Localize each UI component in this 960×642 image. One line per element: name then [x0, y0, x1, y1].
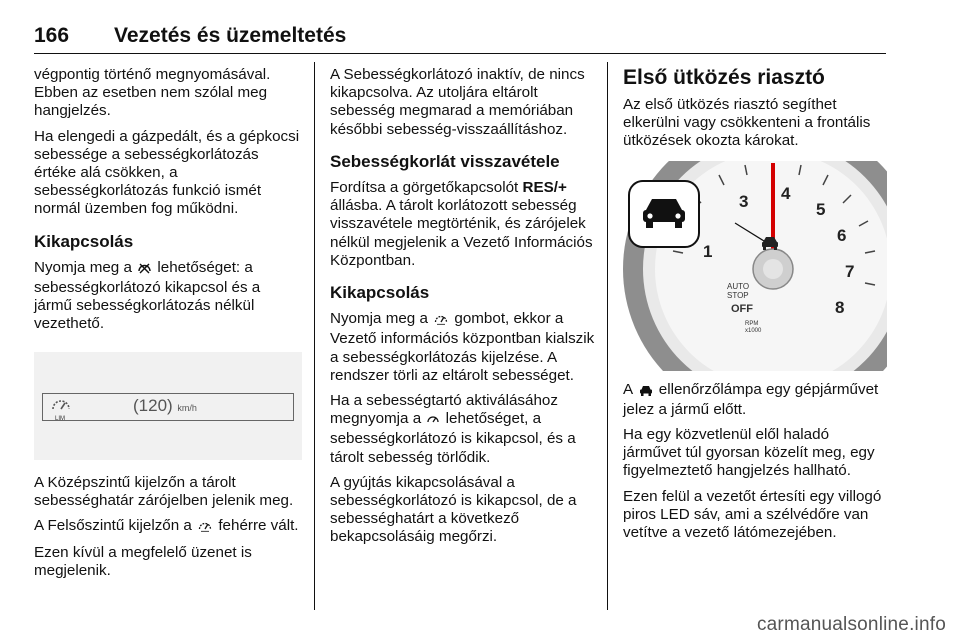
- section-heading: Kikapcsolás: [34, 231, 134, 251]
- tick-label: 6: [837, 225, 847, 245]
- tachometer-svg: [623, 161, 887, 371]
- off-label: OFF: [731, 302, 753, 315]
- tachometer-illustration: [623, 161, 887, 371]
- chapter-title: Vezetés és üzemeltetés: [114, 24, 347, 47]
- paragraph: A Felsőszintű kijelzőn a fehérre vált.: [34, 517, 302, 537]
- stored-speed: (120) km/h: [133, 395, 197, 415]
- watermark: carmanualsonline.info: [756, 614, 946, 635]
- paragraph: Fordítsa a görgetőkapcsolót RES/+ állásba. A tárolt korlátozott sebesség visszavétele megtörténik, és zárójelek nélkül megjelenik a Vezető Információs Központban.: [330, 179, 593, 269]
- speed-limiter-icon: [434, 312, 448, 330]
- paragraph: Ezen kívül a megfelelő üzenet is megjelenik.: [34, 544, 252, 580]
- section-title: Első ütközés riasztó: [623, 66, 825, 89]
- paragraph: Az első ütközés riasztó segíthet elkerülni vagy csökkenteni a frontális ütközések okozta károkat.: [623, 96, 871, 150]
- speed-limiter-icon: [198, 519, 212, 537]
- tick-label: 1: [703, 241, 713, 261]
- column-divider: [607, 62, 608, 610]
- section-heading: Kikapcsolás: [330, 283, 430, 303]
- limiter-display-illustration: [34, 352, 302, 460]
- rpm-label: x1000: [745, 327, 762, 334]
- paragraph: A gyújtás kikapcsolásával a sebességkorlátozó is kikapcsol, de a sebességhatárt a következő bekapcsolásáig megőrzi.: [330, 473, 577, 546]
- paragraph: végpontig történő megnyomásával. Ebben az esetben nem szólal meg hangjelzés.: [34, 66, 271, 120]
- paragraph: A ellenőrzőlámpa egy gépjárművet jelez a jármű előtt.: [623, 380, 879, 418]
- tick-label: 4: [781, 183, 791, 203]
- column-1: [34, 66, 302, 588]
- column-2: [330, 66, 596, 554]
- cruise-control-icon: [427, 412, 439, 430]
- column-3: [623, 66, 889, 549]
- lim-label: LIM: [55, 415, 66, 422]
- auto-stop-label: STOP: [727, 290, 749, 300]
- page-number: 166: [34, 24, 70, 47]
- section-heading: Sebességkorlát visszavétele: [330, 151, 560, 171]
- speed-limiter-off-icon: [138, 261, 151, 279]
- tick-label: 8: [835, 297, 845, 317]
- paragraph: Ha elengedi a gázpedált, és a gépkocsi sebessége a sebességkorlátozás értéke alá csökken, a sebességkorlátozás funkció ismét normál üzemben fog működni.: [34, 127, 300, 218]
- paragraph: Ha egy közvetlenül elől haladó járművet túl gyorsan közelít meg, egy figyelmeztető hangjelzés hallható.: [623, 426, 875, 480]
- column-divider: [314, 62, 315, 610]
- rpm-label: RPM: [745, 320, 759, 327]
- vehicle-ahead-inline-icon: [639, 383, 653, 401]
- paragraph: Nyomja meg a gombot, ekkor a Vezető információs központban kialszik a sebességkorlátozás kijelzése. A rendszer törli az eltárolt sebességet.: [330, 310, 595, 384]
- tick-label: 3: [739, 191, 749, 211]
- tick-label: 5: [816, 199, 826, 219]
- paragraph: A Középszintű kijelzőn a tárolt sebességhatár zárójelben jelenik meg.: [34, 473, 294, 509]
- limiter-display-bar: [42, 393, 294, 421]
- auto-stop-label: AUTO: [727, 281, 750, 291]
- paragraph: A Sebességkorlátozó inaktív, de nincs kikapcsolva. Az utoljára eltárolt sebesség megmarad a memóriában későbbi sebesség-visszaállításhoz.: [330, 66, 585, 138]
- tick-label: 7: [845, 261, 855, 281]
- paragraph: Ezen felül a vezetőt értesíti egy villogó piros LED sáv, ami a szélvédőre van vetítve a vezető látómezejében.: [623, 487, 882, 542]
- paragraph: Nyomja meg a lehetőséget: a sebességkorlátozó kikapcsol és a jármű sebességkorlátozás nélkül vezethető.: [34, 258, 261, 333]
- paragraph: Ha a sebességtartó aktiválásához megnyomja a lehetőséget, a sebességkorlátozó is kikapcsol, és a tárolt sebesség törlődik.: [330, 392, 576, 466]
- page-header: [34, 24, 886, 54]
